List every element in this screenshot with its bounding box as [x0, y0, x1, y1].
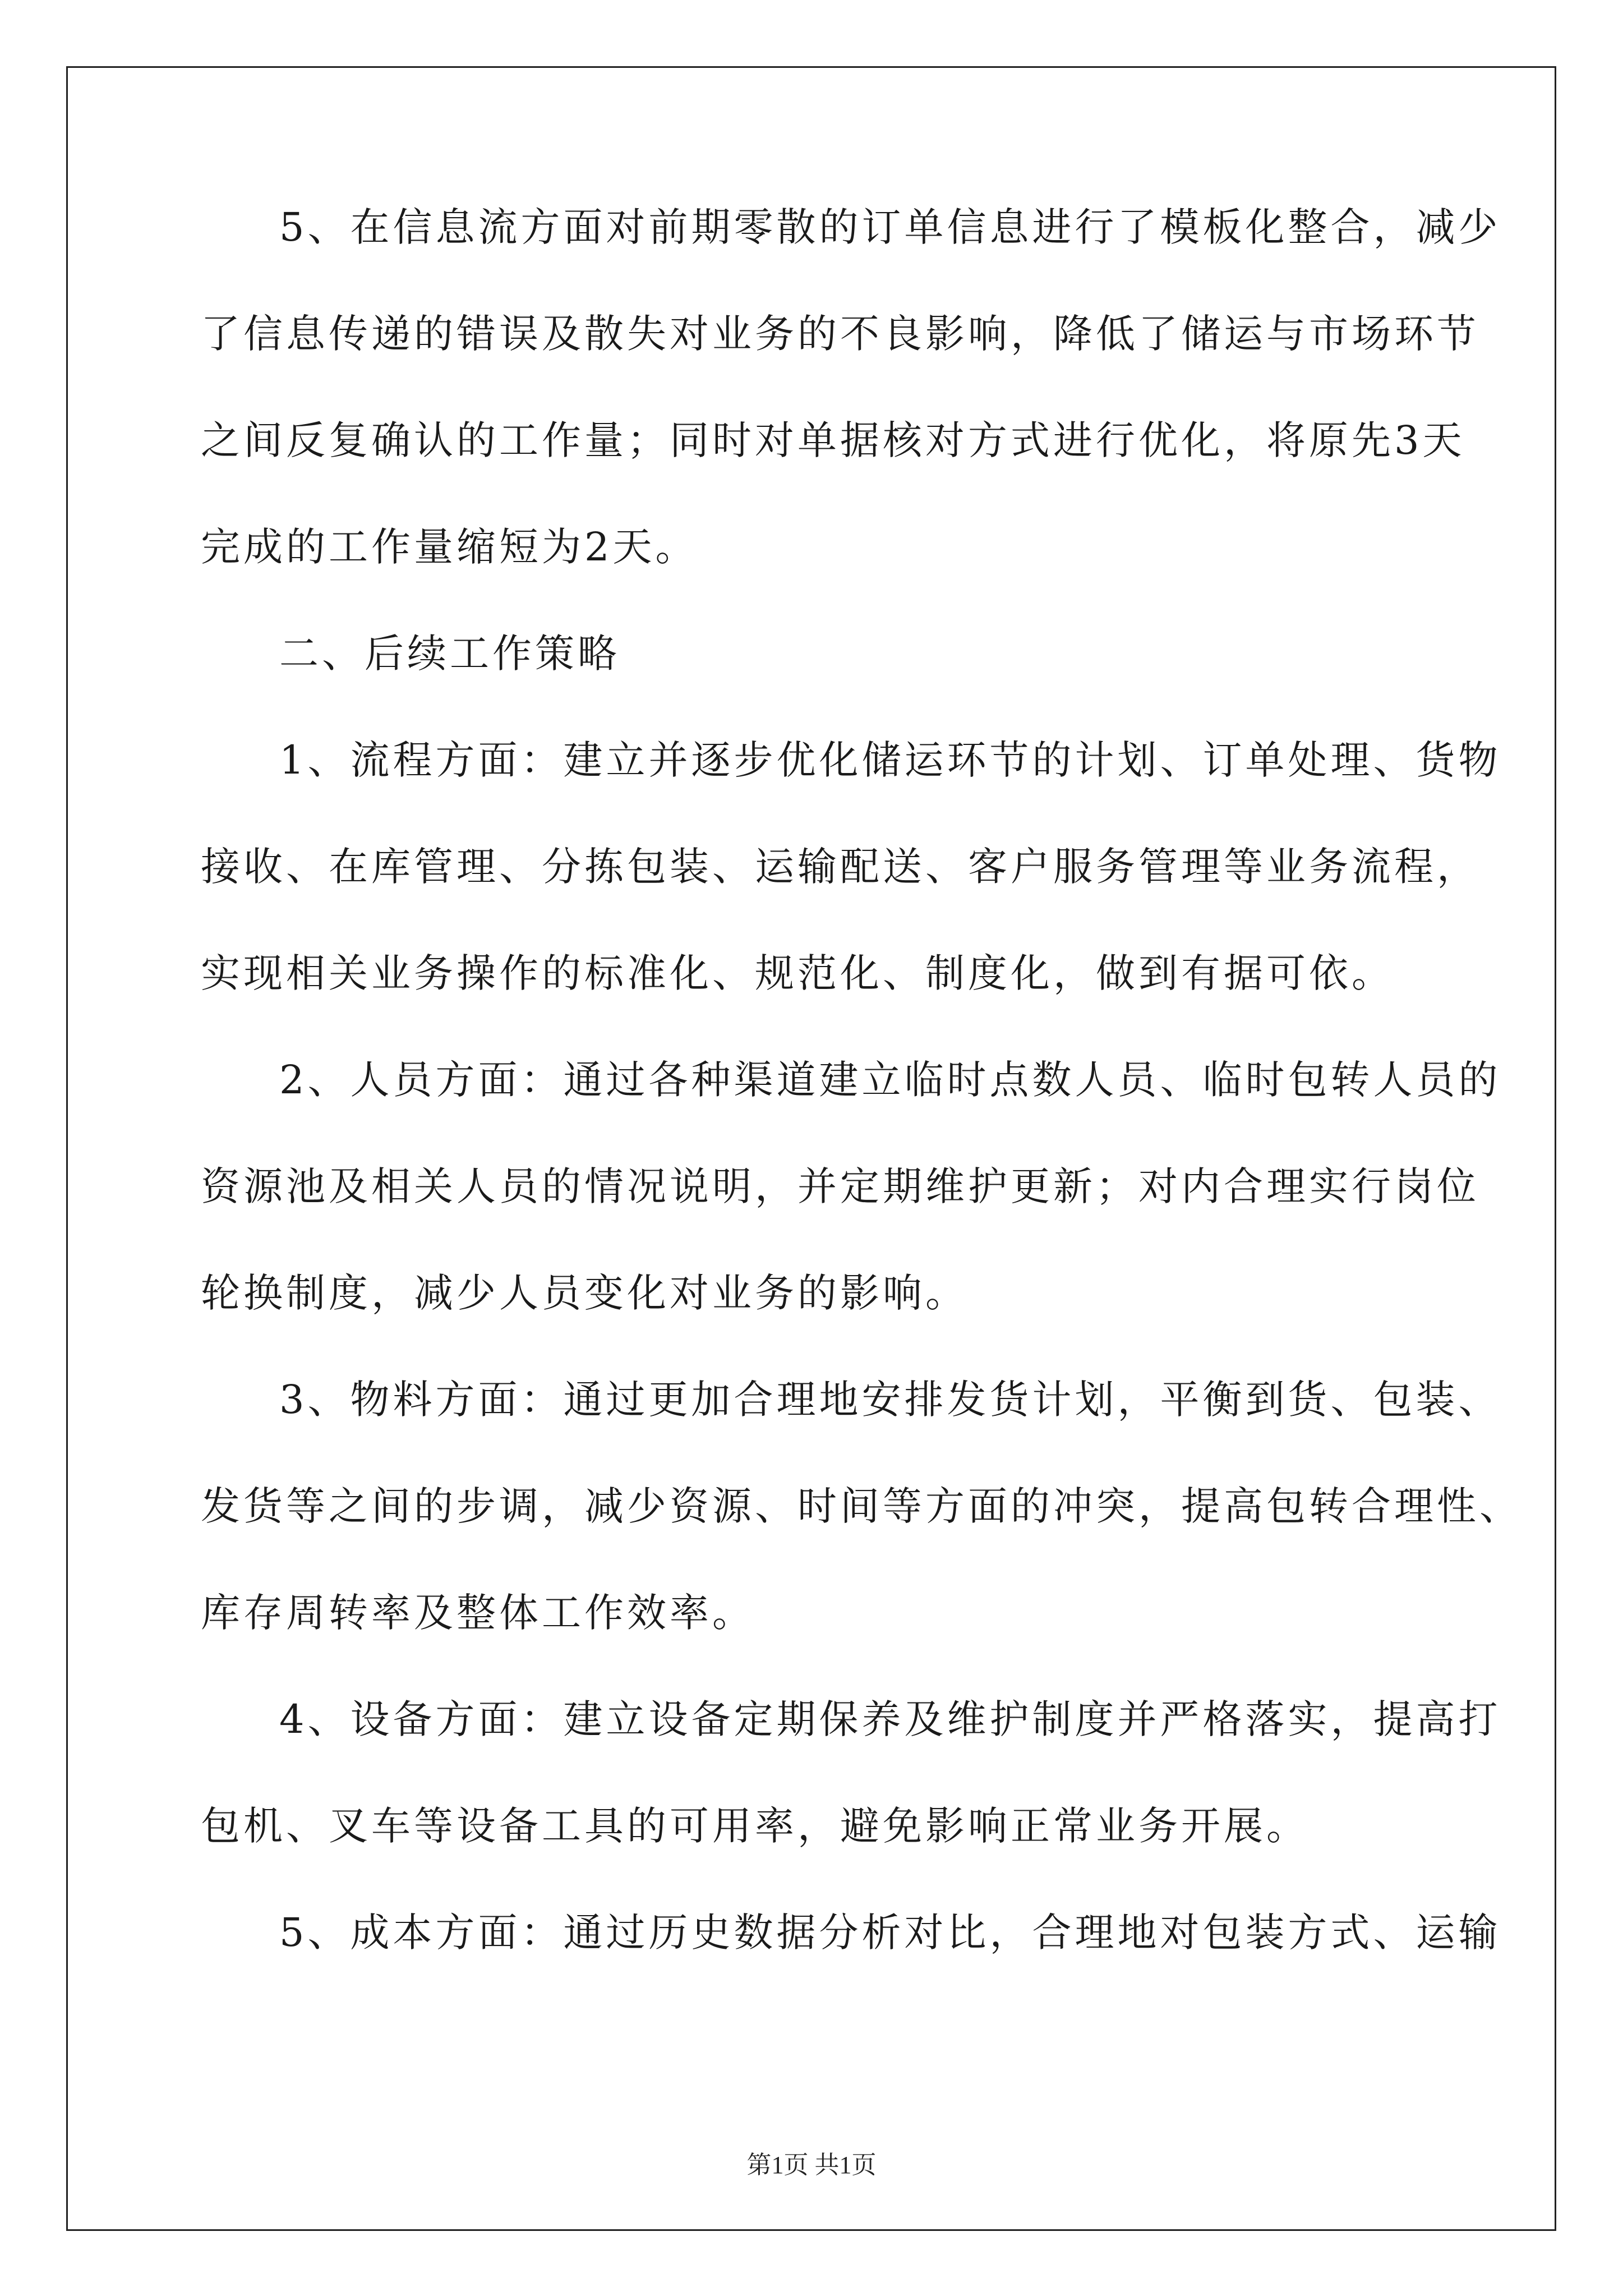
paragraph-5-line-3: 之间反复确认的工作量；同时对单据核对方式进行优化，将原先3天 — [201, 417, 1465, 463]
paragraph-5-line-2: 了信息传递的错误及散失对业务的不良影响，降低了储运与市场环节 — [201, 311, 1479, 357]
strategy-1-line-3: 实现相关业务操作的标准化、规范化、制度化，做到有据可依。 — [201, 950, 1394, 996]
strategy-3-line-2: 发货等之间的步调，减少资源、时间等方面的冲突，提高包转合理性、 — [201, 1483, 1522, 1529]
strategy-1-line-2: 接收、在库管理、分拣包装、运输配送、客户服务管理等业务流程， — [201, 844, 1479, 890]
strategy-4-line-2: 包机、叉车等设备工具的可用率，避免影响正常业务开展。 — [201, 1803, 1309, 1849]
page-footer: 第1页 共1页 — [746, 2151, 877, 2179]
page-border — [66, 66, 1556, 2231]
strategy-4-line-1: 4、设备方面：建立设备定期保养及维护制度并严格落实，提高打 — [279, 1696, 1501, 1742]
strategy-3-line-1: 3、物料方面：通过更加合理地安排发货计划，平衡到货、包装、 — [279, 1377, 1501, 1423]
section-heading: 二、后续工作策略 — [279, 631, 620, 677]
strategy-1-line-1: 1、流程方面：建立并逐步优化储运环节的计划、订单处理、货物 — [279, 737, 1501, 783]
strategy-2-line-3: 轮换制度，减少人员变化对业务的影响。 — [201, 1270, 968, 1316]
paragraph-5-line-1: 5、在信息流方面对前期零散的订单信息进行了模板化整合，减少 — [279, 204, 1501, 250]
strategy-2-line-2: 资源池及相关人员的情况说明，并定期维护更新；对内合理实行岗位 — [201, 1163, 1479, 1209]
strategy-5-line-1: 5、成本方面：通过历史数据分析对比，合理地对包装方式、运输 — [279, 1910, 1501, 1955]
paragraph-5-line-4: 完成的工作量缩短为2天。 — [201, 524, 698, 570]
strategy-3-line-3: 库存周转率及整体工作效率。 — [201, 1590, 755, 1636]
strategy-2-line-1: 2、人员方面：通过各种渠道建立临时点数人员、临时包转人员的 — [279, 1057, 1501, 1103]
